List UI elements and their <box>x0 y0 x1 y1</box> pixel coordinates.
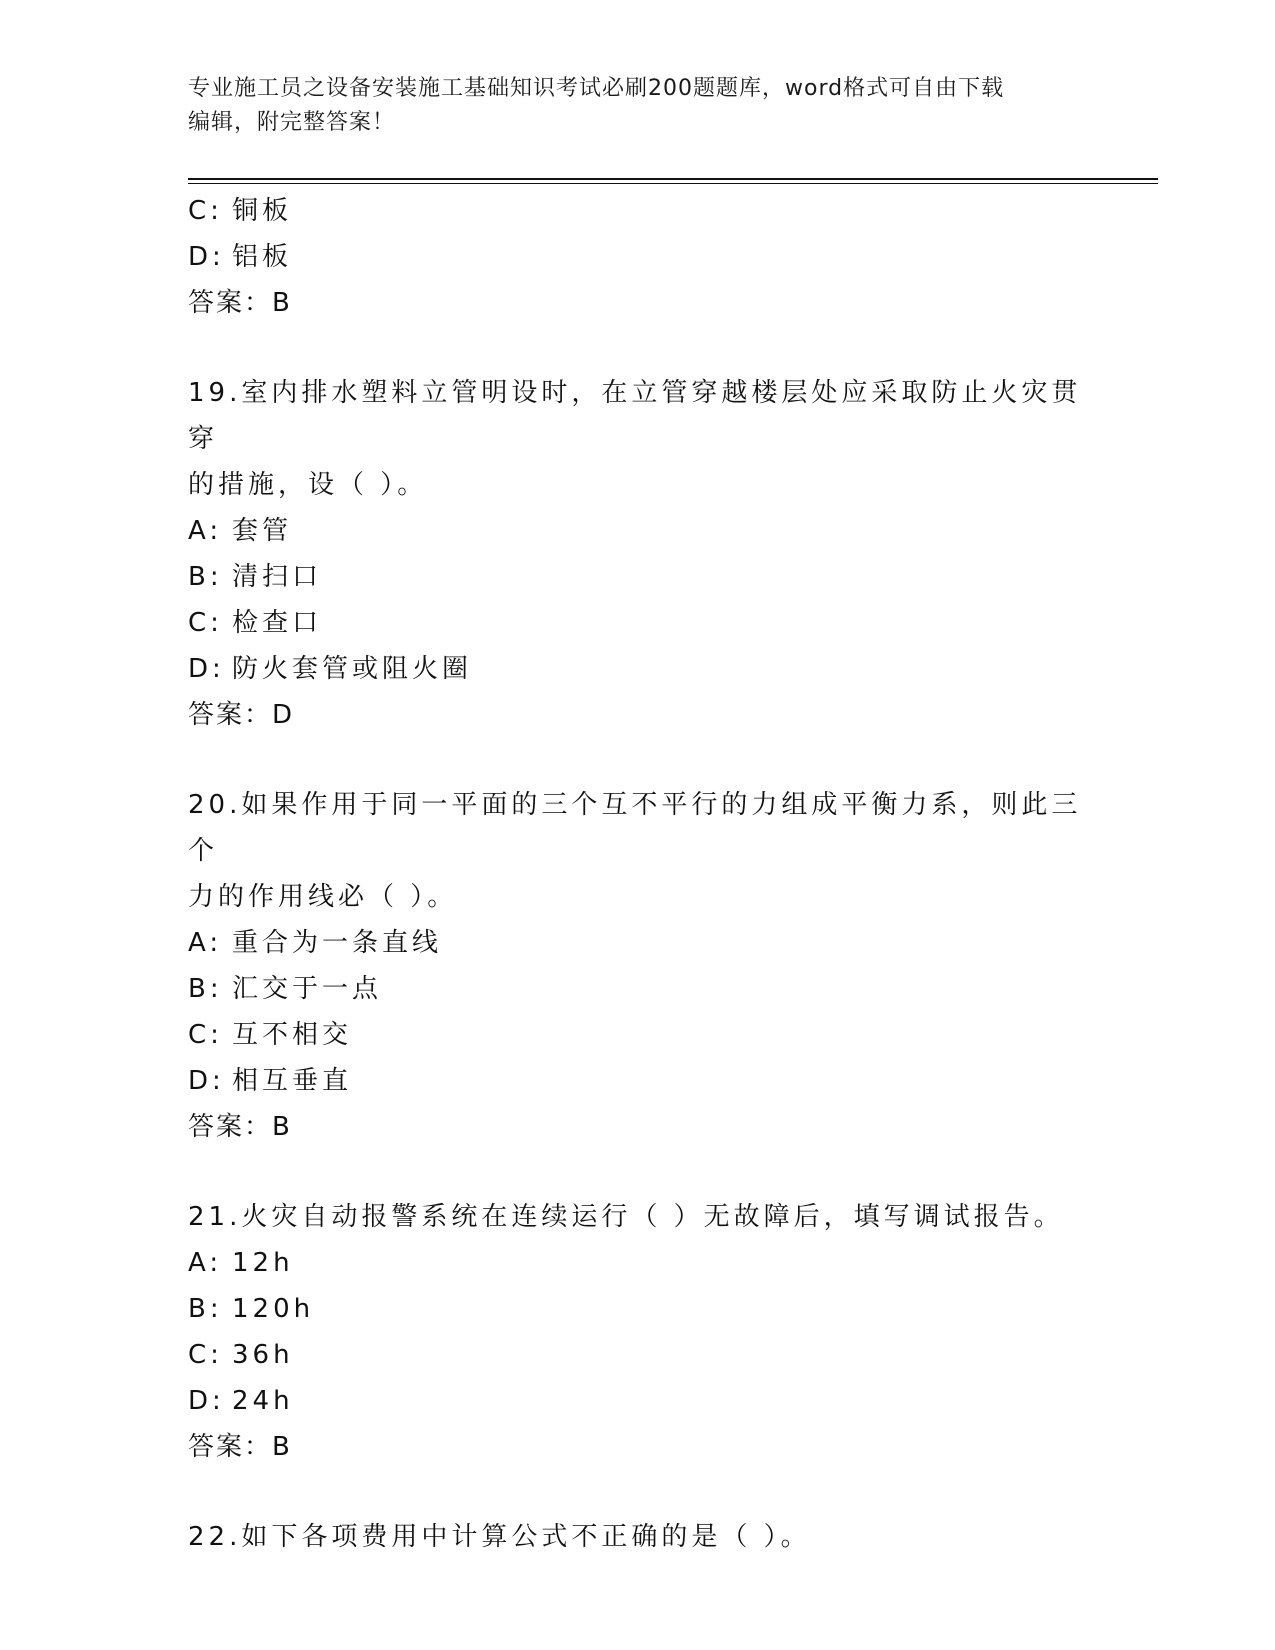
spacer <box>188 738 1088 782</box>
option-c: C: 铜板 <box>188 196 293 226</box>
question-stem-line: 20.如果作用于同一平面的三个互不平行的力组成平衡力系，则此三个 <box>188 790 1082 866</box>
option-b: B: 汇交于一点 <box>188 974 383 1004</box>
spacer <box>188 1150 1088 1194</box>
question-stem-line: 22.如下各项费用中计算公式不正确的是（ ）。 <box>188 1522 811 1552</box>
header-divider-thin <box>188 183 1158 184</box>
spacer <box>188 1470 1088 1514</box>
option-b: B: 清扫口 <box>188 562 323 592</box>
question-stem-line: 19.室内排水塑料立管明设时，在立管穿越楼层处应采取防止火灾贯穿 <box>188 378 1082 454</box>
option-a: A: 套管 <box>188 516 293 546</box>
header-divider-thick <box>188 178 1158 180</box>
spacer <box>188 326 1088 370</box>
question-stem-line: 21.火灾自动报警系统在连续运行（ ）无故障后，填写调试报告。 <box>188 1202 1064 1232</box>
document-header <box>188 72 1088 140</box>
option-c: C: 互不相交 <box>188 1020 353 1050</box>
answer-line: 答案：B <box>188 1432 292 1462</box>
option-d: D: 相互垂直 <box>188 1066 353 1096</box>
option-d: D: 防火套管或阻火圈 <box>188 654 473 684</box>
question-block-22 <box>188 1514 1088 1560</box>
option-a: A: 重合为一条直线 <box>188 928 443 958</box>
option-d: D: 铝板 <box>188 242 293 272</box>
question-block-20 <box>188 782 1088 1150</box>
question-block-19 <box>188 370 1088 738</box>
header-title-line-1: 专业施工员之设备安装施工基础知识考试必刷200题题库，word格式可自由下载 <box>188 76 1005 101</box>
question-stem-line: 的措施，设（ ）。 <box>188 470 428 500</box>
option-c: C: 检查口 <box>188 608 323 638</box>
question-list <box>188 188 1088 1560</box>
option-b: B: 120h <box>188 1294 315 1324</box>
question-block-18 <box>188 188 1088 326</box>
option-c: C: 36h <box>188 1340 294 1370</box>
option-d: D: 24h <box>188 1386 294 1416</box>
question-block-21 <box>188 1194 1088 1470</box>
option-a: A: 12h <box>188 1248 294 1278</box>
answer-line: 答案：B <box>188 1112 292 1142</box>
answer-line: 答案：B <box>188 288 292 318</box>
question-stem-line: 力的作用线必（ ）。 <box>188 882 458 912</box>
answer-line: 答案：D <box>188 700 295 730</box>
header-title-line-2: 编辑，附完整答案！ <box>188 110 396 135</box>
